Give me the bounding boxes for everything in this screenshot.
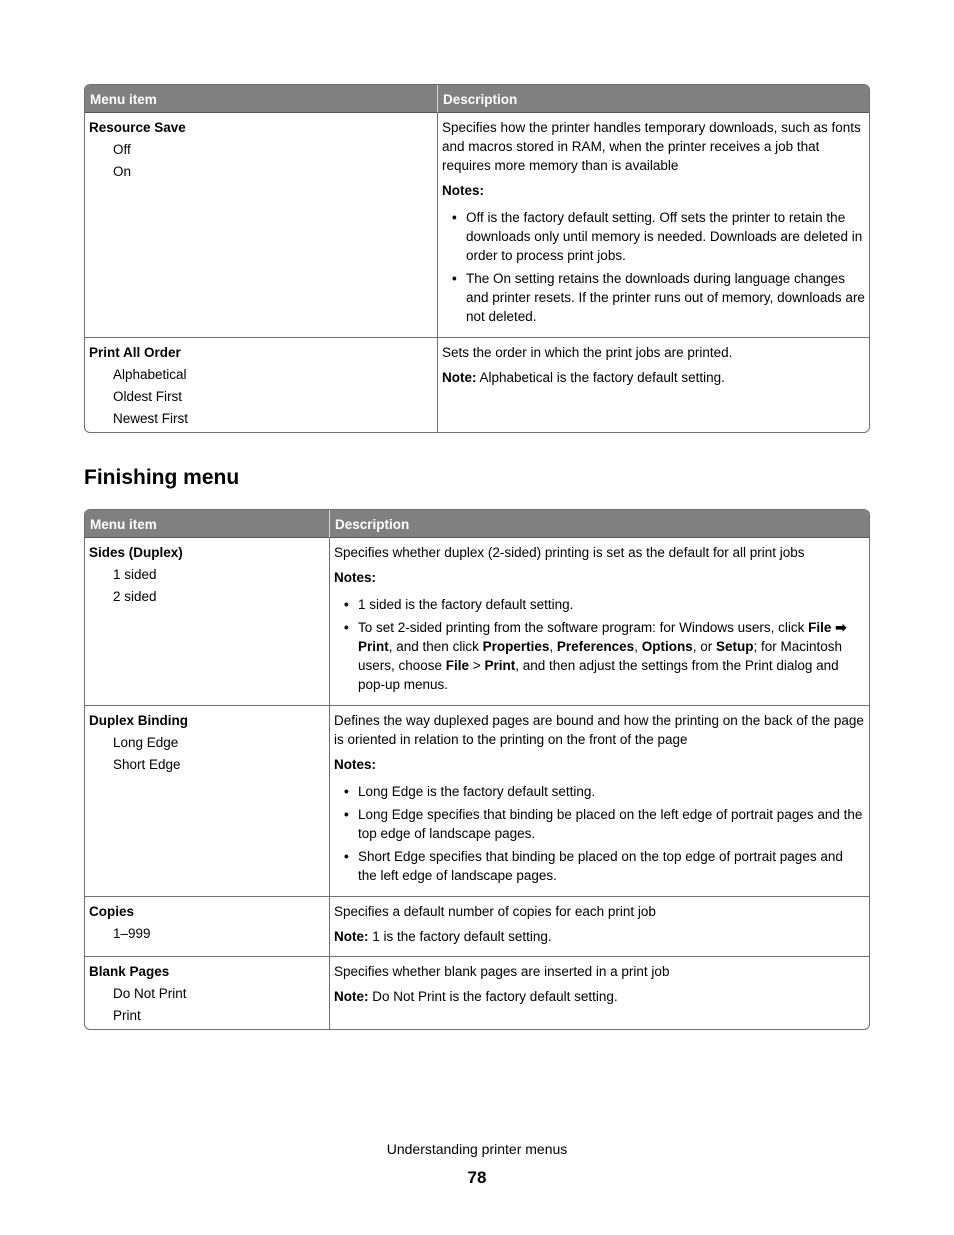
note-text: ,: [549, 639, 557, 654]
menu-item-title: Print All Order: [89, 345, 181, 360]
notes-list: [442, 208, 865, 326]
table-header-row: [85, 85, 869, 113]
header-menu-item: Menu item: [85, 510, 329, 538]
description-text: Specifies how the printer handles temporary downloads, such as fonts and macros stored in RAM, when the printer receives a job that requires more memory than is available: [442, 120, 861, 173]
table-row: [85, 113, 869, 337]
description-text: Specifies whether duplex (2-sided) printing is set as the default for all print jobs: [334, 545, 805, 560]
note-item: [334, 618, 865, 694]
menu-option: Short Edge: [113, 757, 181, 772]
menu-item-title: Duplex Binding: [89, 713, 188, 728]
description-cell: [329, 705, 869, 896]
table-row: [85, 956, 869, 1029]
note-text: ; for Macintosh users, choose: [358, 639, 843, 673]
menu-item-cell: [85, 538, 329, 705]
menu-item-cell: [85, 896, 329, 956]
menu-option: Print: [113, 1008, 141, 1023]
table-row: [85, 337, 869, 432]
menu-option: Do Not Print: [113, 986, 187, 1001]
menu-option: Newest First: [113, 411, 189, 426]
note-item: • Long Edge is the factory default setting.: [334, 782, 865, 801]
menu-option: On: [113, 164, 132, 179]
note-label: Note:: [334, 929, 369, 944]
finishing-menu-table: [84, 509, 870, 1030]
arrow-icon: ➡: [831, 620, 847, 635]
note-item: • The On setting retains the downloads during language changes and printer resets. If the printer runs out of memory, downloads are not deleted.: [442, 269, 865, 326]
printer-settings-table: [84, 84, 870, 433]
menu-item-cell: [85, 113, 437, 337]
description-text: Defines the way duplexed pages are bound and how the printing on the back of the page is oriented in relation to the printing on the front of the page: [334, 713, 864, 747]
menu-option: Long Edge: [113, 735, 179, 750]
menu-item-cell: [85, 337, 437, 432]
menu-path-file: File: [445, 658, 470, 673]
menu-item-cell: [85, 705, 329, 896]
note-label: Note:: [442, 370, 477, 385]
note-item: • Off is the factory default setting. Off sets the printer to retain the downloads only until memory is needed. Downloads are deleted in order to process print jobs.: [442, 208, 865, 265]
header-description: Description: [437, 85, 869, 113]
notes-label: Notes:: [334, 757, 377, 772]
note-line: [334, 927, 865, 946]
description-cell: [329, 956, 869, 1029]
menu-option: Oldest First: [113, 389, 183, 404]
menu-path-properties: Properties: [482, 639, 550, 654]
table-row: [85, 538, 869, 705]
menu-path-options: Options: [641, 639, 693, 654]
note-text: 1 is the factory default setting.: [368, 929, 552, 944]
menu-option: 1 sided: [113, 567, 157, 582]
menu-path-print: Print: [484, 658, 516, 673]
description-text: Specifies a default number of copies for each print job: [334, 904, 656, 919]
note-text: To set 2-sided printing from the software program: for Windows users, click: [358, 620, 809, 635]
menu-item-title: Copies: [89, 904, 135, 919]
note-text: ,: [634, 639, 642, 654]
menu-item-title: Resource Save: [89, 120, 186, 135]
description-text: Specifies whether blank pages are inserted in a print job: [334, 964, 670, 979]
menu-option: 2 sided: [113, 589, 157, 604]
description-cell: [329, 896, 869, 956]
page-number: 78: [467, 1168, 487, 1187]
notes-list: [334, 782, 865, 885]
menu-item-title: Blank Pages: [89, 964, 170, 979]
note-label: Note:: [334, 989, 369, 1004]
menu-option: Off: [113, 142, 131, 157]
menu-option: Alphabetical: [113, 367, 187, 382]
table-row: [85, 705, 869, 896]
note-text: , and then click: [388, 639, 483, 654]
notes-label: Notes:: [334, 570, 377, 585]
menu-path-file: File: [808, 620, 832, 635]
description-cell: [329, 538, 869, 705]
footer-chapter-label: Understanding printer menus: [386, 1141, 568, 1157]
note-text: Do Not Print is the factory default setting.: [368, 989, 618, 1004]
note-item: • Short Edge specifies that binding be placed on the top edge of portrait pages and the left edge of landscape pages.: [334, 847, 865, 885]
note-text: , and then adjust the settings from the Print dialog and pop-up menus.: [358, 658, 839, 692]
note-line: [334, 987, 865, 1006]
menu-item-cell: [85, 956, 329, 1029]
notes-list: [334, 595, 865, 694]
description-text: Sets the order in which the print jobs are printed.: [442, 345, 733, 360]
menu-option: 1–999: [113, 926, 151, 941]
menu-path-setup: Setup: [715, 639, 754, 654]
table-row: [85, 896, 869, 956]
note-item: • 1 sided is the factory default setting.: [334, 595, 865, 614]
note-text: Alphabetical is the factory default setting.: [476, 370, 725, 385]
table-header-row: [85, 510, 869, 538]
description-cell: [437, 113, 869, 337]
menu-path-print: Print: [358, 639, 389, 654]
notes-label: Notes:: [442, 183, 485, 198]
header-description: Description: [329, 510, 869, 538]
menu-path-preferences: Preferences: [556, 639, 635, 654]
note-line: [442, 368, 865, 387]
note-item: • Long Edge specifies that binding be placed on the left edge of portrait pages and the top edge of landscape pages.: [334, 805, 865, 843]
header-menu-item: Menu item: [85, 85, 437, 113]
description-cell: [437, 337, 869, 432]
menu-item-title: Sides (Duplex): [89, 545, 183, 560]
note-text: , or: [692, 639, 716, 654]
section-title: Finishing menu: [84, 466, 240, 489]
note-text: >: [469, 658, 485, 673]
